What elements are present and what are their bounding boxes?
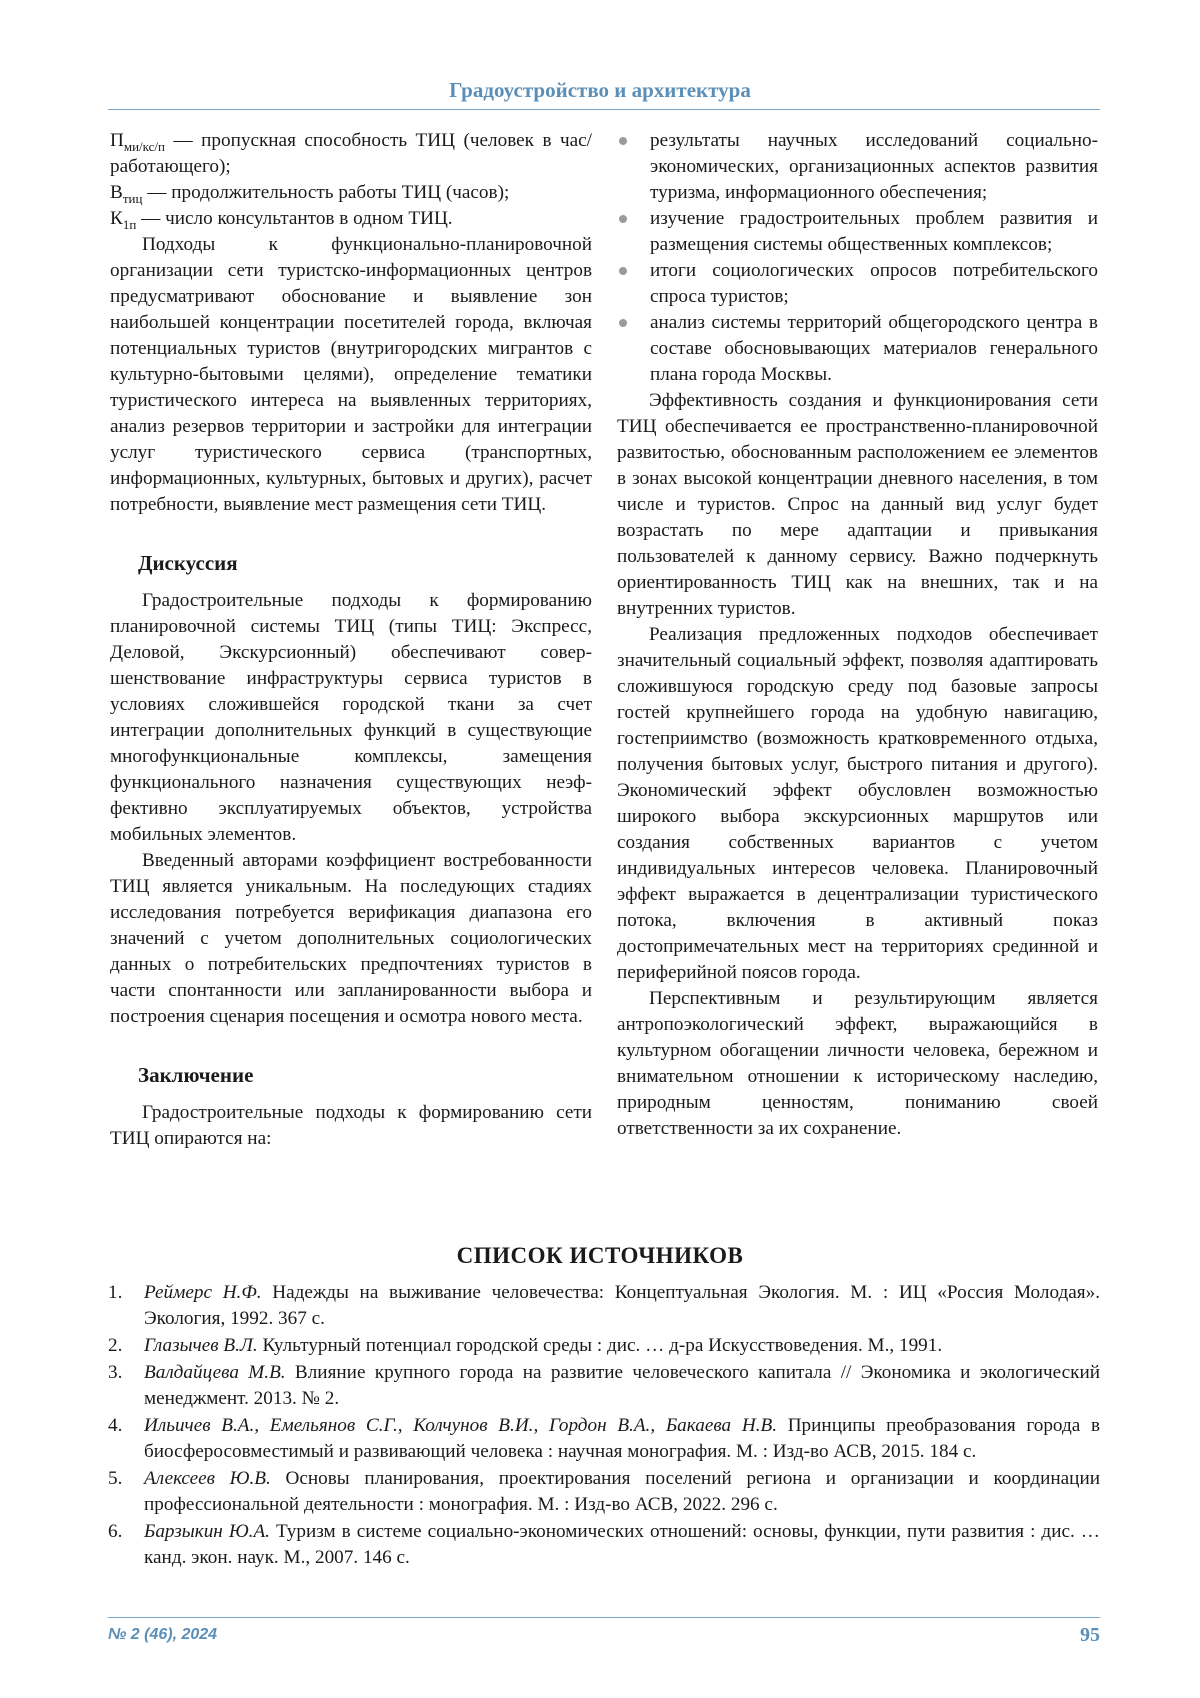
bullet-item	[617, 310, 1098, 388]
reference-item	[108, 1466, 1100, 1518]
bullet-list	[617, 128, 1098, 388]
reference-number: 1.	[108, 1280, 122, 1306]
reference-number: 2.	[108, 1333, 122, 1359]
reference-number: 6.	[108, 1519, 122, 1545]
intro-paragraph: Подходы к функционально-планировочной организации сети туристско-информационных цен­тров предусматривают обоснование и выявление зон наибольшей концентрации посетителей города, включая потенциальных туристов (внутригородских мигрантов с культурно-бытовыми целями), опреде­ление тематики туристического интереса на выяв­ленных территориях, анализ резервов территории и застройки для интеграции услуг туристического сервиса (транспортных, информационных, культур­ных, бытовых и других), расчет потребности, выяв­ление мест размещения сети ТИЦ.	[110, 232, 592, 518]
bullet-text: результаты научных исследований социально-экономических, организационных аспектов раз­вития туризма, информационного обеспечения;	[650, 130, 1098, 203]
body-paragraph: Реализация предложенных подходов обеспе­чивает значительный социальный эффект, позво­ляя адаптировать сложившуюся городскую среду под базовые запросы гостей крупнейшего города на удобную навигацию, гостеприимство (возмож­ность кратковременного отдыха, получения быто­вых услуг, быстрого питания и другого). Экономи­ческий эффект обусловлен возможностью широкого выбора экскурсионных маршрутов или создания собственных вариантов с учетом индивидуальных интересов человека. Планировочный эффект выра­жается в децентрализации туристического потока, включения в активный показ достопримечательных мест на территориях срединной и периферийной поясов города.	[617, 622, 1098, 986]
bullet-text: анализ системы территорий общегородского центра в составе обосновывающих материалов генерального плана города Москвы.	[650, 312, 1098, 385]
definition-line	[110, 128, 592, 180]
definition-text: — число консультантов в одном ТИЦ.	[136, 208, 452, 229]
reference-item	[108, 1413, 1100, 1465]
reference-number: 4.	[108, 1413, 122, 1439]
definition-line	[110, 180, 592, 206]
definition-subscript: ми/кс/п	[124, 139, 165, 154]
right-column	[617, 128, 1098, 1142]
definition-text: — продолжительность работы ТИЦ (часов);	[142, 182, 509, 203]
reference-text: Туризм в системе социально-экономических отношений: основы, функции, пути разви­тия : дис. … канд. экон. наук. М., 2007. 146 с.	[144, 1521, 1100, 1568]
discussion-paragraph: Введенный авторами коэффициент востребован­ности ТИЦ является уникальным. На последующих стадиях исследования потребуется верификация диапазона его значений с учетом дополнительных социологических данных о потребительских предпо­чтениях туристов в части спонтанности или заплани­рованности выбора и построения сценария посеще­ния и осмотра нового места.	[110, 848, 592, 1030]
issue-number: № 2 (46), 2024	[108, 1626, 217, 1644]
definition-symbol: В	[110, 182, 123, 203]
discussion-heading: Дискуссия	[138, 550, 592, 576]
reference-author: Алексеев Ю.В.	[144, 1468, 271, 1489]
reference-item	[108, 1333, 1100, 1359]
reference-text: Надежды на выживание человечества: Концептуальная Экология. М. : ИЦ «Россия Мо­лодая». Экология, 1992. 367 с.	[144, 1282, 1100, 1329]
bullet-text: изучение градостроительных проблем развития и размещения системы общественных комплексов;	[650, 208, 1098, 255]
bullet-dot-icon	[619, 137, 627, 145]
reference-author: Валдайцева М.В.	[144, 1362, 286, 1383]
reference-author: Глазычев В.Л.	[144, 1335, 258, 1356]
references-list	[108, 1280, 1100, 1572]
definition-subscript: 1п	[123, 217, 136, 232]
bullet-dot-icon	[619, 319, 627, 327]
conclusion-heading: Заключение	[138, 1062, 592, 1088]
bullet-item	[617, 128, 1098, 206]
reference-number: 5.	[108, 1466, 122, 1492]
reference-text: Основы планирования, проектирования поселений региона и организации и координа­ции профессиональной деятельности : монография. М. : Изд-во АСВ, 2022. 296 с.	[144, 1468, 1100, 1515]
definition-text: — пропускная способность ТИЦ (чело­век в час/работающего);	[110, 130, 592, 177]
bullet-dot-icon	[619, 267, 627, 275]
bullet-text: итоги социологических опросов потребитель­ского спроса туристов;	[650, 260, 1098, 307]
reference-text: Культурный потенциал городской среды : дис. … д-ра Искусствоведения. М., 1991.	[258, 1335, 942, 1356]
reference-item	[108, 1519, 1100, 1571]
definition-symbol: К	[110, 208, 123, 229]
reference-item	[108, 1280, 1100, 1332]
reference-number: 3.	[108, 1360, 122, 1386]
bullet-dot-icon	[619, 215, 627, 223]
running-header: Градоустройство и архитектура	[0, 78, 1200, 103]
definition-line	[110, 206, 592, 232]
reference-author: Барзыкин Ю.А.	[144, 1521, 270, 1542]
body-paragraph: Эффективность создания и функционирования сети ТИЦ обеспечивается ее пространственно-планировочной развитостью, обоснованным рас­положением ее элементов в зонах высокой концен­трации дневного населения, в том числе и тури­стов. Спрос на данный вид услуг будет возрастать по мере адаптации и привыкания пользователей к данному сервису. Важно подчеркнуть ориенти­рованность ТИЦ как на внешних, так и на внутрен­них туристов.	[617, 388, 1098, 622]
definition-subscript: тиц	[123, 191, 143, 206]
reference-author: Ильичев В.А., Емельянов С.Г., Колчунов В.И., Гордон В.А., Бакаева Н.В.	[144, 1415, 777, 1436]
reference-text: Влияние крупного города на развитие человеческого капитала // Экономика и эколо­гический менеджмент. 2013. № 2.	[144, 1362, 1100, 1409]
footer-rule	[108, 1617, 1100, 1618]
header-rule	[108, 109, 1100, 110]
definition-symbol: П	[110, 130, 124, 151]
reference-text: Принципы преобразования го­рода в биосферосовместимый и развивающий человека : научная монография. М. : Изд-во АСВ, 2015. 184 с.	[144, 1415, 1100, 1462]
body-paragraph: Перспективным и результирующим является антропоэкологический эффект, выражающийся в культурном обогащении личности человека, береж­ном и внимательном отношении к историческому наследию, природным ценностям, пониманию своей ответственности за их сохранение.	[617, 986, 1098, 1142]
conclusion-paragraph: Градостроительные подходы к формированию сети ТИЦ опираются на:	[110, 1100, 592, 1152]
bullet-item	[617, 206, 1098, 258]
references-title: СПИСОК ИСТОЧНИКОВ	[0, 1243, 1200, 1269]
discussion-paragraph: Градостроительные подходы к формированию планировочной системы ТИЦ (типы ТИЦ: Экспресс, Деловой, Экскурсионный) обеспечивают совер­шенствование инфраструктуры сервиса туристов в условиях сложившейся городской ткани за счет интеграции дополнительных функций в существую­щие многофункциональные комплексы, замещения функционального назначения существующих неэф­фективно эксплуатируемых объектов, устройства мобильных элементов.	[110, 588, 592, 848]
reference-author: Реймерс Н.Ф.	[144, 1282, 262, 1303]
reference-item	[108, 1360, 1100, 1412]
page-number: 95	[1080, 1624, 1100, 1647]
bullet-item	[617, 258, 1098, 310]
left-column	[110, 128, 592, 1152]
